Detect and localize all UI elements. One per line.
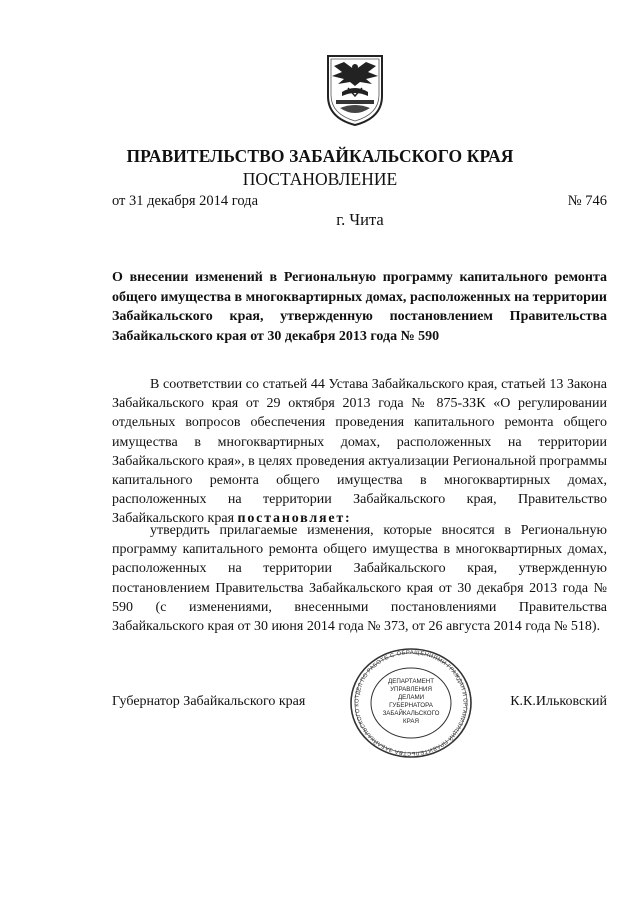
body-paragraph-1	[112, 375, 607, 529]
stamp-center-line: ГУБЕРНАТОРА	[389, 702, 433, 709]
official-stamp-icon	[342, 645, 480, 761]
document-city: г. Чита	[336, 210, 384, 229]
stamp-ring-text: ОТДЕЛ ПО РАБОТЕ С ОБРАЩЕНИЯМИ ГРАЖДАН И ОРГАНИЗАЦИЙ ПРАВИТЕЛЬСТВА ЗАБАЙКАЛЬСКОГО К	[354, 650, 468, 756]
stamp-center-line: УПРАВЛЕНИЯ	[390, 686, 432, 693]
document-title: О внесении изменений в Региональную программу капитального ремонта общего имущества в многоквартирных домах, расположенных на территории Забайкальского края, утвержденную постановлением Правительства Забайкальского края от 30 декабря 2013 года № 590	[112, 270, 607, 344]
document-number: № 746	[567, 193, 607, 209]
resolution-keyword: постановляет:	[237, 511, 352, 527]
document-date: от 31 декабря 2014 года	[112, 193, 258, 209]
stamp-center-line: ДЕЛАМИ	[397, 694, 425, 701]
stamp-center-line: ДЕПАРТАМЕНТ	[388, 678, 434, 685]
signer-name: К.К.Ильковский	[510, 694, 607, 709]
body-paragraph-2: утвердить прилагаемые изменения, которые вносятся в Региональную программу капитального ремонта общего имущества в многоквартирных домах, расположенных на территории Забайкальского края, утвержденную постановлением Правительства Забайкальского края от 30 декабря 2013 года № 590 (с изменениями, внесенными постановлениями Правительства Забайкальского края от 30 июня 2014 года № 373, от 26 августа 2014 года № 518).	[112, 523, 607, 635]
stamp-center-line: ЗАБАЙКАЛЬСКОГО	[382, 710, 440, 717]
stamp-center-line: КРАЯ	[403, 718, 419, 725]
signer-role: Губернатор Забайкальского края	[112, 694, 306, 709]
document-type: ПОСТАНОВЛЕНИЕ	[242, 169, 398, 189]
government-name: ПРАВИТЕЛЬСТВО ЗАБАЙКАЛЬСКОГО КРАЯ	[126, 146, 514, 166]
paragraph-1-text: В соответствии со статьей 44 Устава Забайкальского края, статьей 13 Закона Забайкальского края от 29 октября 2013 года № 875-ЗЗК «О регулировании отдельных вопросов обеспечения проведения капитального ремонта общего имущества в многоквартирных домах, расположенных на территории Забайкальского края», в целях проведения актуализации Региональной программы капитального ремонта общего имущества в многоквартирных домах, расположенных на территории Забайкальского края, Правительство Забайкальского края	[112, 377, 607, 527]
coat-of-arms-icon	[324, 52, 386, 128]
